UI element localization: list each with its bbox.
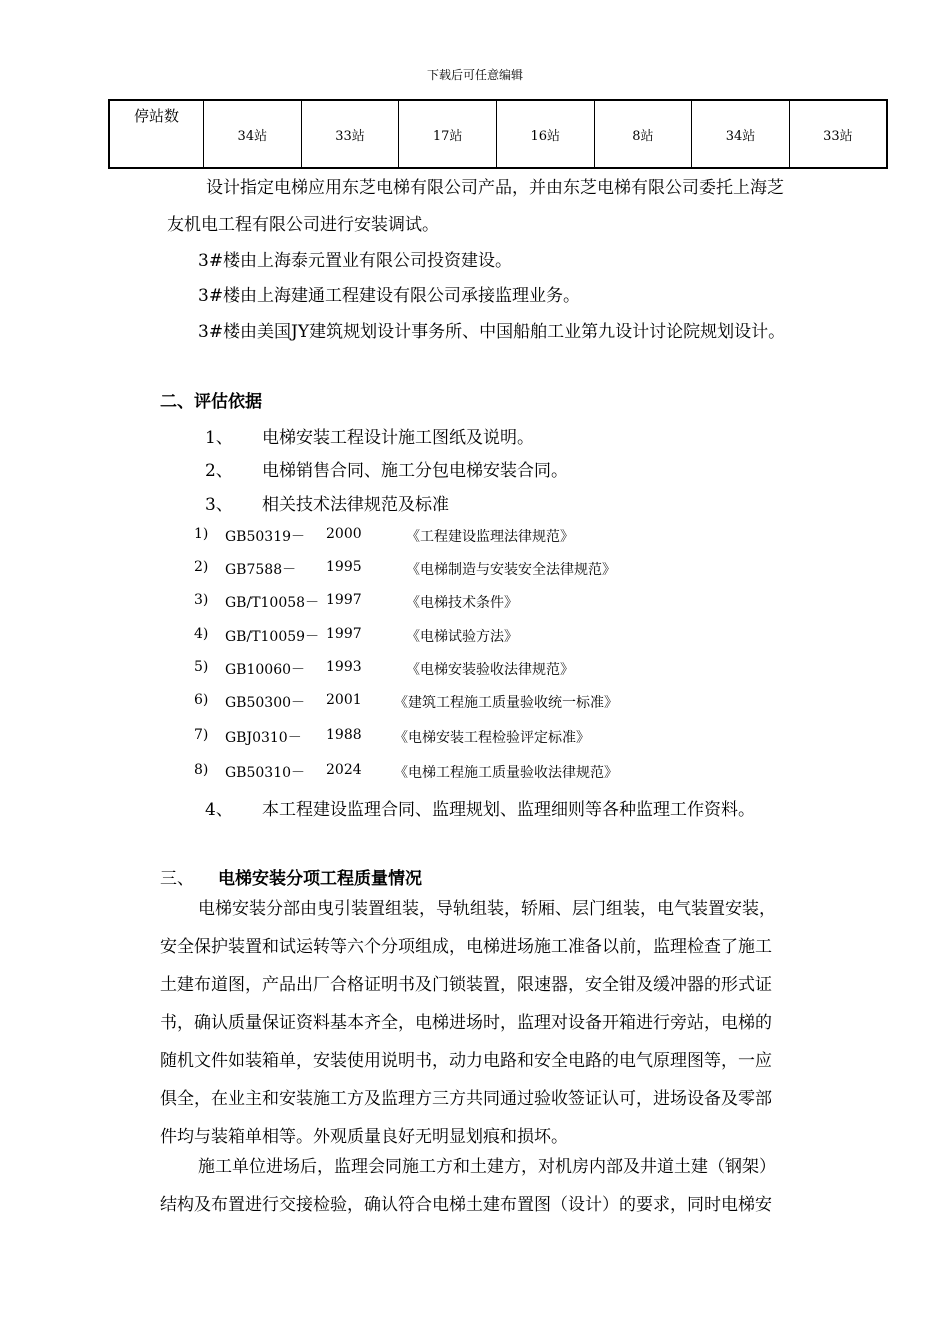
paragraph-line: 随机文件如装箱单，安装使用说明书，动力电路和安全电路的电气原理图等，一应 bbox=[160, 1051, 772, 1071]
section3-number: 三、 bbox=[160, 869, 194, 889]
section2-item-text: 本工程建设监理合同、监理规划、监理细则等各种监理工作资料。 bbox=[262, 800, 755, 820]
section2-item-number: 3、 bbox=[205, 495, 233, 515]
standard-code: GB/T10058－ bbox=[225, 595, 320, 611]
paragraph-line: 俱全，在业主和安装施工方及监理方三方共同通过验收签证认可，进场设备及零部 bbox=[160, 1089, 772, 1109]
standard-index: 2) bbox=[194, 559, 209, 575]
standard-code: GB50300－ bbox=[225, 695, 306, 711]
standard-year: 2000 bbox=[326, 526, 362, 542]
section2-item-number: 1、 bbox=[205, 428, 233, 448]
intro-line: 3#楼由上海建通工程建设有限公司承接监理业务。 bbox=[198, 286, 581, 306]
table-cell: 16站 bbox=[496, 100, 594, 168]
paragraph-line: 结构及布置进行交接检验，确认符合电梯土建布置图（设计）的要求，同时电梯安 bbox=[160, 1195, 772, 1215]
standard-code: GB7588－ bbox=[225, 562, 297, 578]
standard-year: 1988 bbox=[326, 727, 362, 743]
page-header: 下载后可任意编辑 bbox=[426, 68, 523, 82]
standard-index: 4) bbox=[194, 626, 209, 642]
standard-index: 3) bbox=[194, 592, 209, 608]
table-cell: 34站 bbox=[692, 100, 790, 168]
standard-index: 7) bbox=[194, 727, 209, 743]
paragraph-line: 施工单位进场后，监理会同施工方和土建方，对机房内部及井道土建（钢架） bbox=[198, 1157, 776, 1177]
standard-index: 1) bbox=[194, 526, 209, 542]
standard-index: 8) bbox=[194, 762, 209, 778]
standard-code: GB50310－ bbox=[225, 765, 306, 781]
table-cell: 34站 bbox=[204, 100, 302, 168]
standard-name: 《工程建设监理法律规范》 bbox=[406, 529, 574, 545]
standard-name: 《建筑工程施工质量验收统一标准》 bbox=[394, 695, 618, 711]
section2-item-text: 相关技术法律规范及标准 bbox=[262, 495, 449, 515]
standard-name: 《电梯安装验收法律规范》 bbox=[406, 662, 574, 678]
section2-item-number: 2、 bbox=[205, 461, 233, 481]
section3-paragraph bbox=[160, 890, 776, 1156]
standard-code: GB10060－ bbox=[225, 662, 306, 678]
standard-year: 2024 bbox=[326, 762, 362, 778]
section2-item-number: 4、 bbox=[205, 800, 233, 820]
intro-line: 3#楼由美国JY建筑规划设计事务所、中国船舶工业第九设计讨论院规划设计。 bbox=[198, 322, 786, 342]
standard-name: 《电梯安装工程检验评定标准》 bbox=[394, 730, 590, 746]
standard-code: GBJ0310－ bbox=[225, 730, 302, 746]
standard-name: 《电梯试验方法》 bbox=[406, 629, 518, 645]
section2-item-text: 电梯销售合同、施工分包电梯安装合同。 bbox=[262, 461, 568, 481]
standard-index: 6) bbox=[194, 692, 209, 708]
paragraph-line: 安全保护装置和试运转等六个分项组成，电梯进场施工准备以前，监理检查了施工 bbox=[160, 937, 772, 957]
standard-year: 1997 bbox=[326, 626, 362, 642]
standard-index: 5) bbox=[194, 659, 209, 675]
standard-year: 1993 bbox=[326, 659, 362, 675]
section3-heading: 电梯安装分项工程质量情况 bbox=[218, 869, 422, 889]
table-row bbox=[109, 100, 887, 168]
section3-paragraph bbox=[160, 1148, 776, 1224]
standard-name: 《电梯工程施工质量验收法律规范》 bbox=[394, 765, 618, 781]
standard-year: 2001 bbox=[326, 692, 362, 708]
paragraph-line: 电梯安装分部由曳引装置组装，导轨组装，轿厢、层门组装，电气装置安装， bbox=[198, 899, 776, 919]
table-row-label: 停站数 bbox=[109, 100, 204, 168]
paragraph-line: 书，确认质量保证资料基本齐全，电梯进场时，监理对设备开箱进行旁站，电梯的 bbox=[160, 1013, 772, 1033]
table-cell: 33站 bbox=[789, 100, 887, 168]
intro-line: 友机电工程有限公司进行安装调试。 bbox=[167, 215, 439, 235]
standard-name: 《电梯技术条件》 bbox=[406, 595, 518, 611]
standard-name: 《电梯制造与安装安全法律规范》 bbox=[406, 562, 616, 578]
standard-code: GB50319－ bbox=[225, 529, 306, 545]
stops-table bbox=[108, 99, 888, 169]
intro-line: 设计指定电梯应用东芝电梯有限公司产品，并由东芝电梯有限公司委托上海芝 bbox=[206, 178, 784, 198]
table-cell: 8站 bbox=[594, 100, 692, 168]
table-cell: 17站 bbox=[399, 100, 497, 168]
paragraph-line: 件均与装箱单相等。外观质量良好无明显划痕和损坏。 bbox=[160, 1127, 568, 1147]
standard-year: 1997 bbox=[326, 592, 362, 608]
section2-item-text: 电梯安装工程设计施工图纸及说明。 bbox=[262, 428, 534, 448]
section2-heading: 二、评估依据 bbox=[160, 392, 262, 412]
paragraph-line: 土建布道图，产品出厂合格证明书及门锁装置，限速器，安全钳及缓冲器的形式证 bbox=[160, 975, 772, 995]
standard-year: 1995 bbox=[326, 559, 362, 575]
intro-line: 3#楼由上海泰元置业有限公司投资建设。 bbox=[198, 251, 513, 271]
table-cell: 33站 bbox=[301, 100, 399, 168]
standard-code: GB/T10059－ bbox=[225, 629, 320, 645]
